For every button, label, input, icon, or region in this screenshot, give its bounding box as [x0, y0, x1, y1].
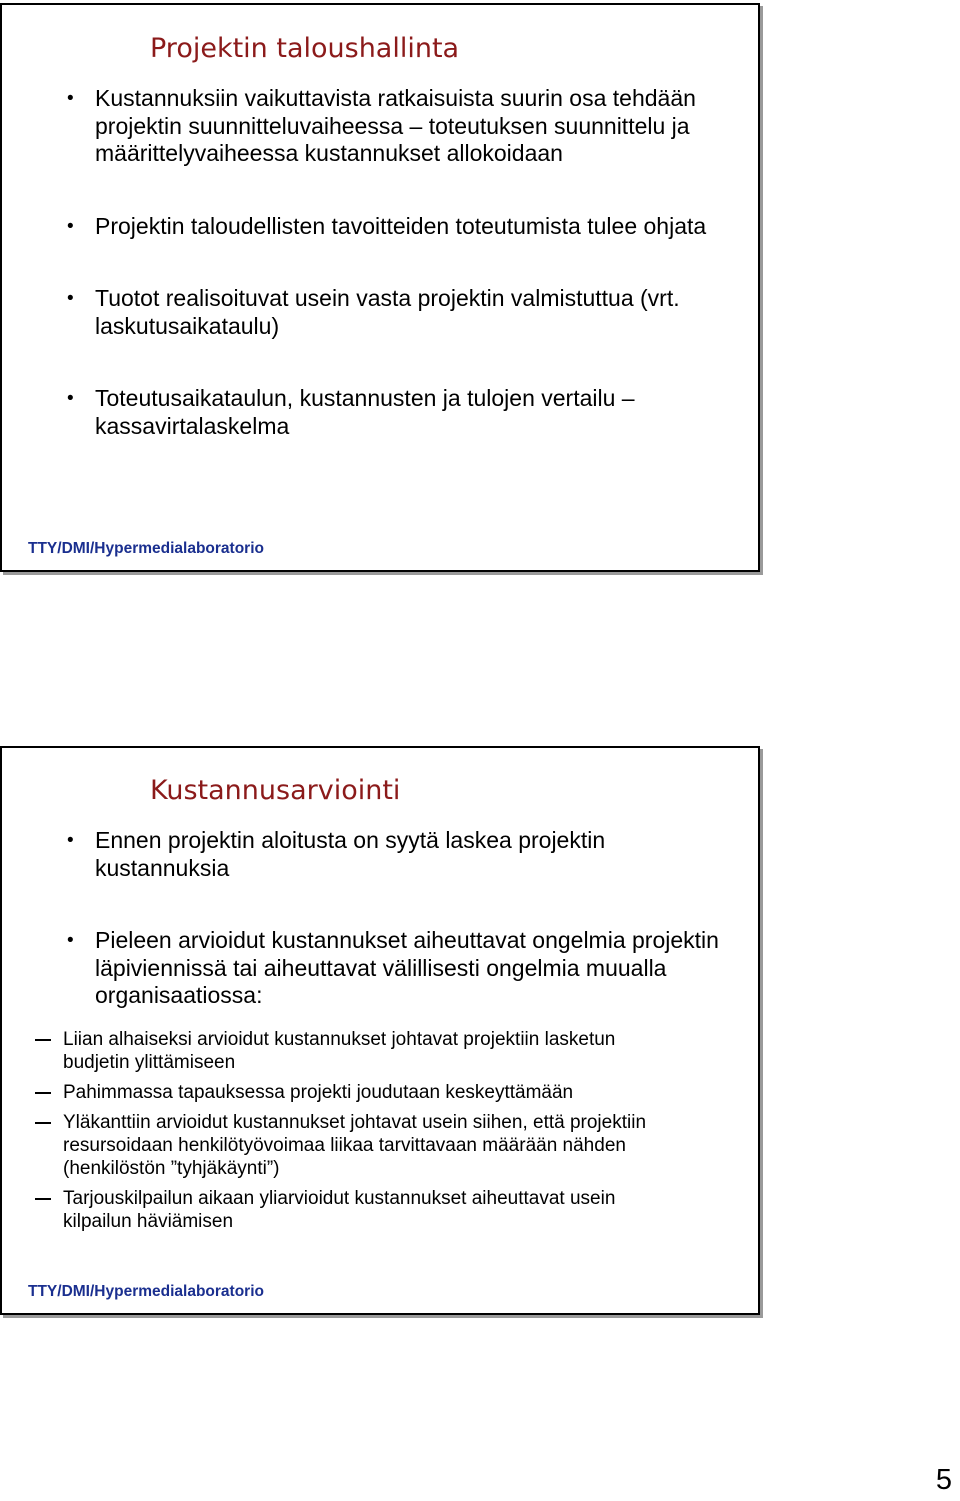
bullet-item [63, 927, 735, 1233]
page-number: 5 [935, 1464, 952, 1496]
bullet-text: Pieleen arvioidut kustannukset aiheuttavat ongelmia projektin läpiviennissä tai aiheuttavat välillisesti ongelmia muualla organisaatiossa: [95, 927, 719, 1008]
slide-2 [0, 746, 760, 1315]
sub-bullet-item: Tarjouskilpailun aikaan yliarvioidut kustannukset aiheuttavat usein kilpailun häviämisen [29, 1187, 669, 1233]
bullet-list [63, 827, 735, 1240]
slide-title: Projektin taloushallinta [150, 33, 460, 64]
sub-bullet-list [29, 1028, 669, 1233]
sub-bullet-item: Liian alhaiseksi arvioidut kustannukset johtavat projektiin lasketun budjetin ylittämiseen [29, 1028, 669, 1074]
slide-footer: TTY/DMI/Hypermedialaboratorio [28, 1283, 264, 1300]
sub-bullet-item: Yläkanttiin arvioidut kustannukset johtavat usein siihen, että projektiin resursoidaan henkilötyövoimaa liikaa tarvittavaan määrään nähden (henkilöstön ”tyhjäkäynti”) [29, 1111, 669, 1180]
bullet-item: • Toteutusaikataulun, kustannusten ja tulojen vertailu – kassavirtalaskelma [95, 385, 735, 440]
bullet-item: • Ennen projektin aloitusta on syytä laskea projektin kustannuksia [95, 827, 735, 882]
sub-bullet-item: Pahimmassa tapauksessa projekti joudutaan keskeyttämään [29, 1081, 669, 1104]
slide-1 [0, 3, 760, 572]
bullet-item: • Kustannuksiin vaikuttavista ratkaisuista suurin osa tehdään projektin suunnitteluvaiheessa – toteutuksen suunnittelu ja määrittelyvaiheessa kustannukset allokoidaan [95, 85, 735, 168]
bullet-list [95, 85, 735, 485]
slide-title: Kustannusarviointi [150, 775, 401, 806]
slide-footer: TTY/DMI/Hypermedialaboratorio [28, 540, 264, 557]
bullet-item: • Tuotot realisoituvat usein vasta projektin valmistuttua (vrt. laskutusaikataulu) [95, 285, 735, 340]
bullet-item: • Projektin taloudellisten tavoitteiden toteutumista tulee ohjata [95, 213, 735, 241]
